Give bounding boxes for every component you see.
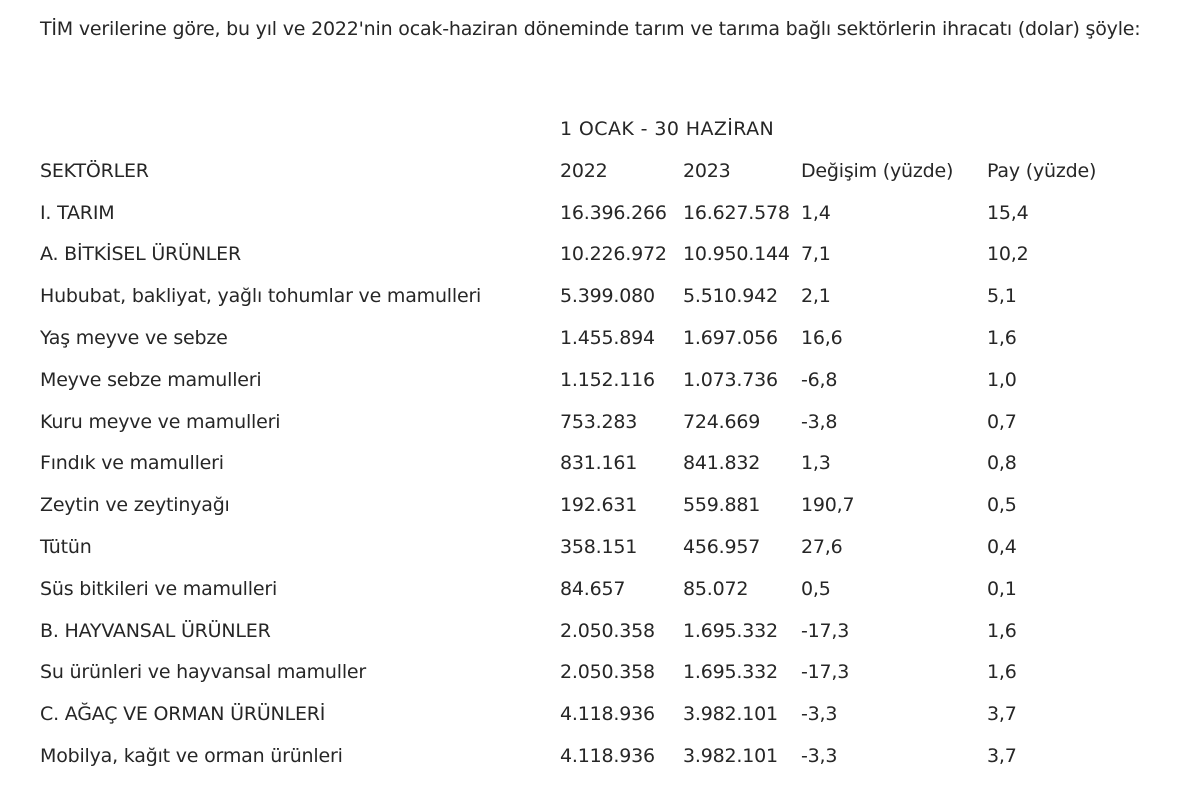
share-cell: 3,7: [987, 703, 1017, 726]
share-cell: 1,6: [987, 327, 1017, 350]
change-cell: 27,6: [801, 536, 843, 559]
value-2023-cell: 3.982.101: [683, 745, 778, 768]
share-cell: 0,1: [987, 577, 1017, 600]
value-2023-cell: 10.950.144: [683, 243, 790, 266]
value-2022-cell: 2.050.358: [560, 619, 655, 642]
value-2023-cell: 16.627.578: [683, 201, 790, 224]
table-row: [40, 359, 1137, 401]
value-2022-cell: 358.151: [560, 536, 638, 559]
column-header-2022: 2022: [560, 159, 608, 182]
share-cell: 15,4: [987, 201, 1029, 224]
sector-cell: Mobilya, kağıt ve orman ürünleri: [40, 745, 343, 768]
value-2023-cell: 456.957: [683, 536, 761, 559]
intro-paragraph: TİM verilerine göre, bu yıl ve 2022'nin ocak-haziran döneminde tarım ve tarıma bağlı sektörlerin ihracatı (dolar) şöyle:: [40, 18, 1141, 40]
share-cell: 0,7: [987, 410, 1017, 433]
sector-cell: I. TARIM: [40, 201, 115, 224]
value-2023-cell: 1.695.332: [683, 619, 778, 642]
change-cell: 7,1: [801, 243, 831, 266]
column-header-change: Değişim (yüzde): [801, 159, 954, 182]
change-cell: -3,3: [801, 745, 838, 768]
value-2022-cell: 2.050.358: [560, 661, 655, 684]
table-row: [40, 526, 1137, 568]
value-2022-cell: 4.118.936: [560, 703, 655, 726]
share-cell: 0,8: [987, 452, 1017, 475]
value-2022-cell: 4.118.936: [560, 745, 655, 768]
value-2022-cell: 5.399.080: [560, 285, 655, 308]
share-cell: 1,6: [987, 661, 1017, 684]
change-cell: -17,3: [801, 619, 850, 642]
sector-cell: C. AĞAÇ VE ORMAN ÜRÜNLERİ: [40, 703, 326, 726]
value-2022-cell: 753.283: [560, 410, 638, 433]
table-row: [40, 443, 1137, 485]
value-2023-cell: 724.669: [683, 410, 761, 433]
value-2022-cell: 1.152.116: [560, 368, 655, 391]
value-2022-cell: 10.226.972: [560, 243, 667, 266]
change-cell: -6,8: [801, 368, 838, 391]
value-2022-cell: 831.161: [560, 452, 638, 475]
sector-cell: Zeytin ve zeytinyağı: [40, 494, 230, 517]
change-cell: 190,7: [801, 494, 855, 517]
change-cell: 16,6: [801, 327, 843, 350]
share-cell: 0,4: [987, 536, 1017, 559]
table-row: [40, 735, 1137, 777]
value-2022-cell: 84.657: [560, 577, 626, 600]
period-heading: 1 OCAK - 30 HAZİRAN: [560, 118, 775, 140]
change-cell: 1,3: [801, 452, 831, 475]
sector-cell: Tütün: [40, 536, 92, 559]
value-2023-cell: 841.832: [683, 452, 761, 475]
share-cell: 1,6: [987, 619, 1017, 642]
sector-cell: Meyve sebze mamulleri: [40, 368, 262, 391]
table-row: [40, 234, 1137, 276]
export-table: [40, 150, 1137, 777]
value-2022-cell: 192.631: [560, 494, 638, 517]
column-header-2023: 2023: [683, 159, 731, 182]
change-cell: -3,3: [801, 703, 838, 726]
sector-cell: Kuru meyve ve mamulleri: [40, 410, 281, 433]
table-row: [40, 275, 1137, 317]
table-row: [40, 652, 1137, 694]
share-cell: 0,5: [987, 494, 1017, 517]
column-header-sectors: SEKTÖRLER: [40, 159, 149, 182]
sector-cell: Süs bitkileri ve mamulleri: [40, 577, 278, 600]
sector-cell: B. HAYVANSAL ÜRÜNLER: [40, 619, 271, 642]
share-cell: 5,1: [987, 285, 1017, 308]
value-2022-cell: 1.455.894: [560, 327, 655, 350]
value-2023-cell: 3.982.101: [683, 703, 778, 726]
value-2023-cell: 5.510.942: [683, 285, 778, 308]
sector-cell: A. BİTKİSEL ÜRÜNLER: [40, 243, 241, 266]
sector-cell: Su ürünleri ve hayvansal mamuller: [40, 661, 367, 684]
table-row: [40, 401, 1137, 443]
value-2023-cell: 1.073.736: [683, 368, 778, 391]
value-2023-cell: 1.697.056: [683, 327, 778, 350]
change-cell: 0,5: [801, 577, 831, 600]
share-cell: 1,0: [987, 368, 1017, 391]
sector-cell: Yaş meyve ve sebze: [40, 327, 228, 350]
value-2023-cell: 559.881: [683, 494, 761, 517]
change-cell: -3,8: [801, 410, 838, 433]
value-2022-cell: 16.396.266: [560, 201, 667, 224]
table-row: [40, 610, 1137, 652]
table-row: [40, 693, 1137, 735]
column-header-share: Pay (yüzde): [987, 159, 1097, 182]
value-2023-cell: 85.072: [683, 577, 749, 600]
change-cell: -17,3: [801, 661, 850, 684]
sector-cell: Fındık ve mamulleri: [40, 452, 224, 475]
sector-cell: Hububat, bakliyat, yağlı tohumlar ve mamulleri: [40, 285, 482, 308]
table-header-row: [40, 150, 1137, 192]
share-cell: 3,7: [987, 745, 1017, 768]
share-cell: 10,2: [987, 243, 1029, 266]
table-row: [40, 568, 1137, 610]
table-row: [40, 484, 1137, 526]
value-2023-cell: 1.695.332: [683, 661, 778, 684]
table-body: [40, 192, 1137, 777]
table-row: [40, 317, 1137, 359]
change-cell: 1,4: [801, 201, 831, 224]
table-row: [40, 192, 1137, 234]
change-cell: 2,1: [801, 285, 831, 308]
